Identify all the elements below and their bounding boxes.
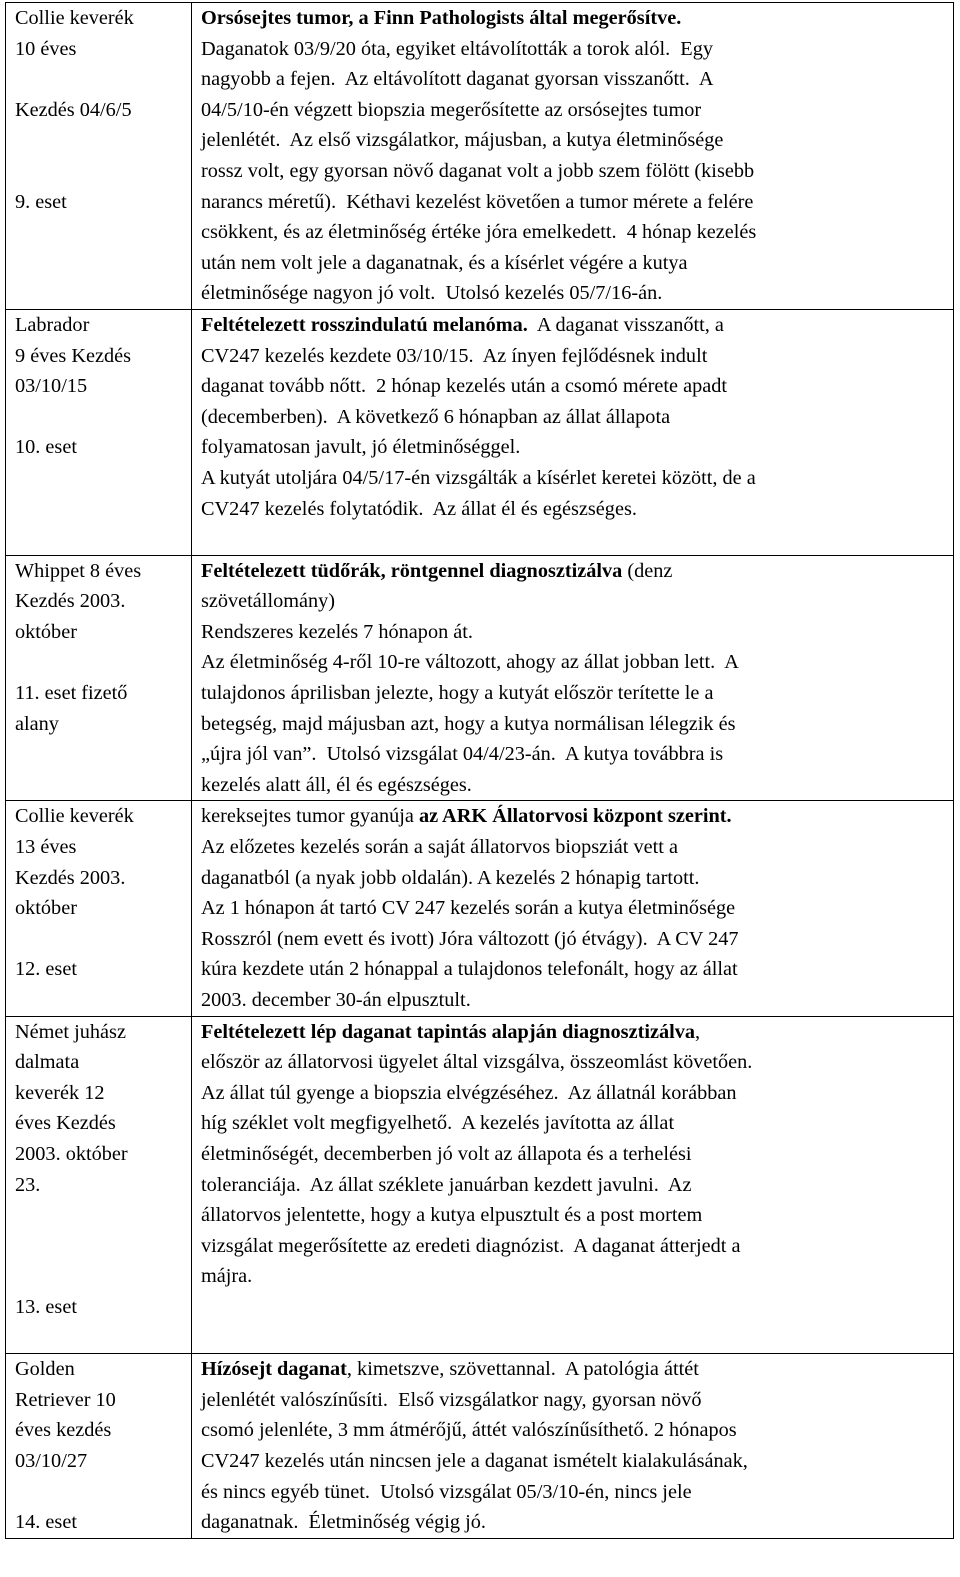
description-text: CV247 kezelés kezdete 03/10/15. Az ínyen fejlődésnek indult — [201, 344, 708, 367]
description-line — [201, 463, 949, 494]
case-info-line: 9 éves Kezdés — [15, 344, 132, 367]
description-line — [201, 893, 949, 924]
description-text: (decemberben). A következő 6 hónapban az állat állapota — [201, 405, 671, 428]
description-line — [201, 1200, 949, 1231]
case-description-cell — [192, 555, 954, 801]
description-line — [201, 924, 949, 955]
case-description-cell — [192, 1016, 954, 1354]
description-line — [201, 3, 949, 34]
case-info-line: Golden — [15, 1358, 75, 1381]
case-info-line — [15, 1477, 187, 1508]
case-info-line: 10 éves — [15, 37, 77, 60]
case-info-line: október — [15, 897, 77, 920]
case-row — [6, 3, 954, 310]
description-line — [201, 402, 949, 433]
description-line — [201, 647, 949, 678]
description-line — [201, 1415, 949, 1446]
description-text: 2003. december 30-án elpusztult. — [201, 989, 471, 1011]
case-row — [6, 309, 954, 555]
description-line — [201, 1477, 949, 1508]
description-text: daganatból (a nyak jobb oldalán). A kezelés 2 hónapig tartott. — [201, 866, 700, 889]
description-line — [201, 341, 949, 372]
description-text: és nincs egyéb tünet. Utolsó vizsgálat 05/3/10-én, nincs jele — [201, 1480, 692, 1503]
case-info-line: éves Kezdés — [15, 1112, 116, 1135]
description-text: narancs méretű). Kéthavi kezelést követően a tumor mérete a felére — [201, 190, 754, 213]
case-info-cell — [6, 1016, 192, 1354]
description-line — [201, 1507, 949, 1538]
description-text: májra. — [201, 1265, 253, 1288]
description-line — [201, 125, 949, 156]
description-text: Rosszról (nem evett és ivott) Jóra változott (jó étvágy). A CV 247 — [201, 927, 739, 950]
case-info-line: Labrador — [15, 313, 90, 336]
description-text: „újra jól van”. Utolsó vizsgálat 04/4/23-án. A kutya továbbra is — [201, 743, 724, 766]
description-line — [201, 64, 949, 95]
case-description-cell — [192, 1354, 954, 1539]
description-line — [201, 1385, 949, 1416]
description-line — [201, 524, 949, 555]
description-text: (denz — [622, 559, 673, 582]
description-line — [201, 1170, 949, 1201]
case-info-line — [15, 1200, 187, 1231]
case-info-line — [15, 125, 187, 156]
case-info-line: éves kezdés — [15, 1419, 112, 1442]
case-info-line — [15, 1261, 187, 1292]
description-line — [201, 586, 949, 617]
description-text: állatorvos jelentette, hogy a kutya elpusztult és a post mortem — [201, 1204, 703, 1227]
description-line — [201, 371, 949, 402]
description-line — [201, 248, 949, 279]
description-line — [201, 801, 949, 832]
description-text: híg széklet volt megfigyelhető. A kezelés javította az állat — [201, 1112, 675, 1135]
case-info-line: 13. eset — [15, 1295, 77, 1318]
description-line — [201, 310, 949, 341]
description-text: folyamatosan javult, jó életminőséggel. — [201, 436, 521, 459]
case-info-cell — [6, 555, 192, 801]
description-line — [201, 1231, 949, 1262]
case-info-line: alany — [15, 712, 59, 735]
description-line — [201, 1354, 949, 1385]
case-info-line: Kezdés 04/6/5 — [15, 98, 132, 121]
description-line — [201, 187, 949, 218]
description-text: rossz volt, egy gyorsan növő daganat volt a jobb szem fölött (kisebb — [201, 159, 755, 182]
case-info-line: Retriever 10 — [15, 1388, 116, 1411]
description-line — [201, 678, 949, 709]
description-line — [201, 863, 949, 894]
diagnosis-bold-text: Feltételezett tüdőrák, röntgennel diagnosztizálva — [201, 559, 623, 582]
description-line — [201, 1139, 949, 1170]
case-info-line — [15, 402, 187, 433]
description-text: szövetállomány) — [201, 590, 336, 613]
case-info-line: 14. eset — [15, 1511, 77, 1534]
description-text: A daganat visszanőtt, a — [527, 313, 724, 336]
description-text: , — [695, 1020, 701, 1043]
case-description-cell — [192, 801, 954, 1016]
description-text: Daganatok 03/9/20 óta, egyiket eltávolították a torok alól. Egy — [201, 37, 713, 60]
description-text: nagyobb a fejen. Az eltávolított daganat gyorsan visszanőtt. A — [201, 68, 714, 91]
description-line — [201, 709, 949, 740]
case-info-line: dalmata — [15, 1051, 80, 1074]
case-info-line: Kezdés 2003. — [15, 590, 126, 613]
case-info-line: Kezdés 2003. — [15, 866, 126, 889]
description-line — [201, 1047, 949, 1078]
case-info-line: 2003. október — [15, 1142, 128, 1165]
description-text: csökkent, és az életminőség értéke jóra emelkedett. 4 hónap kezelés — [201, 221, 757, 244]
case-table — [5, 2, 954, 1539]
diagnosis-bold-text: Orsósejtes tumor, a Finn Pathologists által megerősítve. — [201, 7, 682, 29]
case-info-line: Whippet 8 éves — [15, 559, 142, 582]
description-text: Az életminőség 4-ről 10-re változott, ahogy az állat jobban lett. A — [201, 651, 739, 674]
description-text: kezelés alatt áll, él és egészséges. — [201, 773, 472, 796]
description-line — [201, 832, 949, 863]
description-line — [201, 278, 949, 309]
description-text: csomó jelenléte, 3 mm átmérőjű, áttét valószínűsíthető. 2 hónapos — [201, 1419, 737, 1442]
description-line — [201, 770, 949, 801]
description-line — [201, 156, 949, 187]
description-text: életminőségét, decemberben jó volt az állapota és a terhelési — [201, 1142, 692, 1165]
description-text: vizsgálat megerősítette az eredeti diagnózist. A daganat átterjedt a — [201, 1234, 741, 1257]
case-info-line — [15, 156, 187, 187]
case-table-body — [6, 3, 954, 1539]
description-text: először az állatorvosi ügyelet által vizsgálva, összeomlást követően. — [201, 1051, 753, 1074]
description-text: betegség, majd májusban azt, hogy a kutya normálisan lélegzik és — [201, 712, 736, 735]
diagnosis-bold-text: Feltételezett lép daganat tapintás alapján diagnosztizálva — [201, 1020, 696, 1043]
case-description-cell — [192, 3, 954, 310]
description-text: jelenlétét. Az első vizsgálatkor, májusban, a kutya életminősége — [201, 129, 724, 152]
case-info-cell — [6, 1354, 192, 1539]
description-text: Az 1 hónapon át tartó CV 247 kezelés során a kutya életminősége — [201, 897, 736, 920]
case-info-line — [15, 1231, 187, 1262]
diagnosis-bold-text: Hízósejt daganat — [201, 1358, 347, 1381]
case-info-line: 23. — [15, 1173, 41, 1196]
description-line — [201, 739, 949, 770]
case-row — [6, 801, 954, 1016]
case-row — [6, 555, 954, 801]
description-line — [201, 1017, 949, 1048]
description-line — [201, 617, 949, 648]
case-info-line: 12. eset — [15, 958, 77, 981]
description-line — [201, 494, 949, 525]
case-info-line: Collie keverék — [15, 7, 134, 29]
description-line — [201, 34, 949, 65]
case-row — [6, 1354, 954, 1539]
description-line — [201, 1108, 949, 1139]
description-line — [201, 954, 949, 985]
case-info-line: 9. eset — [15, 190, 67, 213]
description-text: daganat tovább nőtt. 2 hónap kezelés után a csomó mérete apadt — [201, 375, 727, 398]
description-text: CV247 kezelés folytatódik. Az állat él és egészséges. — [201, 497, 637, 520]
case-info-line: 10. eset — [15, 436, 77, 459]
description-text: Az előzetes kezelés során a saját állatorvos biopsziát vett a — [201, 836, 678, 859]
case-info-line: 13 éves — [15, 836, 77, 859]
description-text: tulajdonos áprilisban jelezte, hogy a kutyát először terítette le a — [201, 682, 714, 705]
description-line — [201, 217, 949, 248]
description-text: után nem volt jele a daganatnak, és a kísérlet végére a kutya — [201, 251, 688, 274]
description-text: kúra kezdete után 2 hónappal a tulajdonos telefonált, hogy az állat — [201, 958, 738, 981]
case-info-cell — [6, 309, 192, 555]
case-info-line — [15, 1323, 187, 1354]
description-text: toleranciája. Az állat széklete januárban kezdett javulni. Az — [201, 1173, 692, 1196]
case-info-line: keverék 12 — [15, 1081, 105, 1104]
case-info-line: 03/10/15 — [15, 375, 88, 398]
diagnosis-bold-text: Feltételezett rosszindulatú melanóma. — [201, 313, 528, 336]
case-info-line: Collie keverék — [15, 805, 134, 828]
description-line — [201, 1078, 949, 1109]
case-info-cell — [6, 3, 192, 310]
description-text: , kimetszve, szövettannal. A patológia áttét — [346, 1358, 699, 1381]
description-text: CV247 kezelés után nincsen jele a daganat ismételt kialakulásának, — [201, 1449, 748, 1472]
description-text: Rendszeres kezelés 7 hónapon át. — [201, 620, 474, 643]
description-text: A kutyát utoljára 04/5/17-én vizsgálták a kísérlet keretei között, de a — [201, 466, 756, 489]
description-line — [201, 1446, 949, 1477]
case-info-line — [15, 64, 187, 95]
description-text: Az állat túl gyenge a biopszia elvégzéséhez. Az állatnál korábban — [201, 1081, 737, 1104]
description-text: 04/5/10-én végzett biopszia megerősítette az orsósejtes tumor — [201, 98, 702, 121]
case-info-line: 11. eset fizető — [15, 682, 128, 705]
description-line — [201, 556, 949, 587]
description-line — [201, 432, 949, 463]
case-info-line — [15, 924, 187, 955]
case-info-line: 03/10/27 — [15, 1449, 88, 1472]
description-text: életminősége nagyon jó volt. Utolsó kezelés 05/7/16-án. — [201, 282, 663, 305]
description-text: daganatnak. Életminőség végig jó. — [201, 1511, 486, 1534]
case-info-line — [15, 647, 187, 678]
description-text: jelenlétét valószínűsíti. Első vizsgálatkor nagy, gyorsan növő — [201, 1388, 702, 1411]
description-text: kereksejtes tumor gyanúja — [201, 805, 419, 828]
description-line — [201, 1261, 949, 1292]
case-info-line: Német juhász — [15, 1020, 126, 1043]
case-info-cell — [6, 801, 192, 1016]
case-row — [6, 1016, 954, 1354]
case-info-line: október — [15, 620, 77, 643]
description-line — [201, 985, 949, 1016]
case-description-cell — [192, 309, 954, 555]
diagnosis-bold-text: az ARK Állatorvosi központ szerint. — [418, 805, 732, 828]
description-line — [201, 95, 949, 126]
